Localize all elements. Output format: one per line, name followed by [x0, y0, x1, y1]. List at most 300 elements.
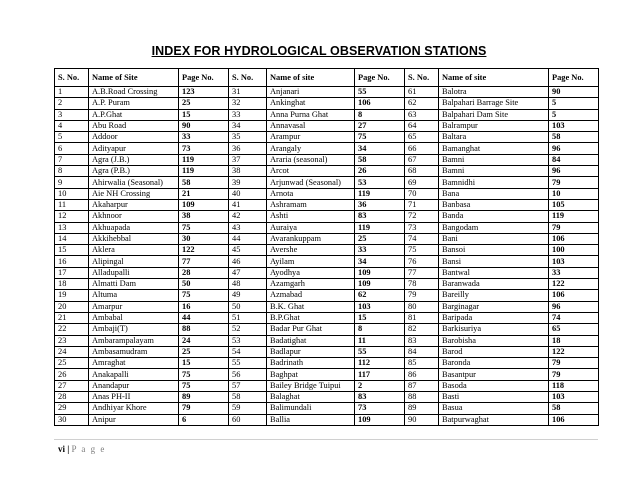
sno-cell: 2 [55, 98, 89, 109]
sno-cell: 11 [55, 199, 89, 210]
sno-cell: 60 [229, 414, 267, 425]
sno-cell: 18 [55, 279, 89, 290]
sno-cell: 76 [405, 256, 439, 267]
sno-cell: 78 [405, 279, 439, 290]
site-name-cell: Batpurwaghat [439, 414, 549, 425]
page-no-cell: 118 [549, 380, 599, 391]
page-no-cell: 25 [179, 346, 229, 357]
sno-cell: 56 [229, 369, 267, 380]
site-name-cell: Balpahari Barrage Site [439, 98, 549, 109]
site-name-cell: Arangaly [267, 143, 355, 154]
page-no-cell: 96 [549, 166, 599, 177]
page-no-cell: 96 [549, 301, 599, 312]
site-name-cell: Akaharpur [89, 199, 179, 210]
site-name-cell: Ashti [267, 211, 355, 222]
page-no-cell: 77 [179, 256, 229, 267]
header-page-3: Page No. [549, 69, 599, 87]
sno-cell: 7 [55, 154, 89, 165]
site-name-cell: Agra (J.B.) [89, 154, 179, 165]
sno-cell: 6 [55, 143, 89, 154]
table-row [55, 132, 599, 143]
site-name-cell: Bailey Bridge Tuipui [267, 380, 355, 391]
sno-cell: 20 [55, 301, 89, 312]
footer-separator: | [67, 444, 70, 454]
site-name-cell: Baripada [439, 312, 549, 323]
page-no-cell: 106 [355, 98, 405, 109]
sno-cell: 45 [229, 245, 267, 256]
site-name-cell: Arcot [267, 166, 355, 177]
site-name-cell: Arampur [267, 132, 355, 143]
page-no-cell: 73 [179, 143, 229, 154]
page-no-cell: 75 [179, 380, 229, 391]
footer-divider [54, 439, 598, 440]
page-no-cell: 25 [179, 98, 229, 109]
site-name-cell: Baltara [439, 132, 549, 143]
sno-cell: 85 [405, 358, 439, 369]
page-no-cell: 119 [549, 211, 599, 222]
site-name-cell: Anipur [89, 414, 179, 425]
table-row [55, 335, 599, 346]
page-no-cell: 90 [179, 120, 229, 131]
site-name-cell: Balimundali [267, 403, 355, 414]
site-name-cell: Azmabad [267, 290, 355, 301]
sno-cell: 40 [229, 188, 267, 199]
sno-cell: 67 [405, 154, 439, 165]
page-no-cell: 27 [355, 120, 405, 131]
page-no-cell: 90 [549, 87, 599, 98]
table-row [55, 324, 599, 335]
page-no-cell: 75 [179, 222, 229, 233]
sno-cell: 68 [405, 166, 439, 177]
sno-cell: 65 [405, 132, 439, 143]
page-no-cell: 53 [355, 177, 405, 188]
page-no-cell: 65 [549, 324, 599, 335]
page-title: INDEX FOR HYDROLOGICAL OBSERVATION STATIONS [151, 44, 487, 58]
sno-cell: 14 [55, 233, 89, 244]
sno-cell: 29 [55, 403, 89, 414]
page-no-cell: 109 [355, 279, 405, 290]
sno-cell: 86 [405, 369, 439, 380]
site-name-cell: Bana [439, 188, 549, 199]
site-name-cell: Basua [439, 403, 549, 414]
page-no-cell: 122 [179, 245, 229, 256]
page-no-cell: 50 [179, 279, 229, 290]
site-name-cell: Bamanghat [439, 143, 549, 154]
page-no-cell: 62 [355, 290, 405, 301]
page-no-cell: 33 [355, 245, 405, 256]
page-no-cell: 79 [549, 358, 599, 369]
table-row [55, 358, 599, 369]
site-name-cell: Basti [439, 392, 549, 403]
sno-cell: 42 [229, 211, 267, 222]
table-row [55, 279, 599, 290]
page-no-cell: 103 [549, 120, 599, 131]
table-row [55, 369, 599, 380]
table-row [55, 256, 599, 267]
header-sno-2: S. No. [229, 69, 267, 87]
page-no-cell: 123 [179, 87, 229, 98]
sno-cell: 71 [405, 199, 439, 210]
table-row [55, 154, 599, 165]
site-name-cell: Azamgarh [267, 279, 355, 290]
table-row [55, 233, 599, 244]
sno-cell: 83 [405, 335, 439, 346]
site-name-cell: A.P.Ghat [89, 109, 179, 120]
site-name-cell: Ambaji(T) [89, 324, 179, 335]
page-no-cell: 6 [179, 414, 229, 425]
site-name-cell: Ballia [267, 414, 355, 425]
sno-cell: 57 [229, 380, 267, 391]
page-no-cell: 119 [179, 166, 229, 177]
site-name-cell: Amraghat [89, 358, 179, 369]
page-number: vi [58, 444, 66, 454]
site-name-cell: Almatti Dam [89, 279, 179, 290]
sno-cell: 49 [229, 290, 267, 301]
site-name-cell: A.P. Puram [89, 98, 179, 109]
sno-cell: 10 [55, 188, 89, 199]
page-no-cell: 109 [179, 199, 229, 210]
site-name-cell: Badrinath [267, 358, 355, 369]
page-no-cell: 119 [355, 222, 405, 233]
site-name-cell: Alladupalli [89, 267, 179, 278]
site-name-cell: Baranwada [439, 279, 549, 290]
site-name-cell: Altuma [89, 290, 179, 301]
sno-cell: 84 [405, 346, 439, 357]
site-name-cell: Balotra [439, 87, 549, 98]
sno-cell: 24 [55, 346, 89, 357]
page-no-cell: 5 [549, 98, 599, 109]
site-name-cell: Barginagar [439, 301, 549, 312]
sno-cell: 22 [55, 324, 89, 335]
site-name-cell: Barobisha [439, 335, 549, 346]
page-no-cell: 109 [355, 267, 405, 278]
sno-cell: 50 [229, 301, 267, 312]
sno-cell: 4 [55, 120, 89, 131]
page-no-cell: 106 [549, 233, 599, 244]
site-name-cell: Adityapur [89, 143, 179, 154]
page-no-cell: 34 [355, 143, 405, 154]
site-name-cell: Basoda [439, 380, 549, 391]
page-no-cell: 55 [355, 346, 405, 357]
table-row [55, 414, 599, 425]
site-name-cell: Badar Pur Ghat [267, 324, 355, 335]
sno-cell: 26 [55, 369, 89, 380]
sno-cell: 31 [229, 87, 267, 98]
site-name-cell: Aie NH Crossing [89, 188, 179, 199]
sno-cell: 81 [405, 312, 439, 323]
sno-cell: 38 [229, 166, 267, 177]
page-no-cell: 74 [549, 312, 599, 323]
table-row [55, 188, 599, 199]
page-no-cell: 5 [549, 109, 599, 120]
page-no-cell: 15 [179, 358, 229, 369]
sno-cell: 62 [405, 98, 439, 109]
site-name-cell: Bani [439, 233, 549, 244]
sno-cell: 1 [55, 87, 89, 98]
site-name-cell: Baronda [439, 358, 549, 369]
sno-cell: 75 [405, 245, 439, 256]
page-no-cell: 15 [179, 109, 229, 120]
sno-cell: 30 [55, 414, 89, 425]
page-no-cell: 8 [355, 109, 405, 120]
sno-cell: 15 [55, 245, 89, 256]
stations-index-table [54, 68, 599, 426]
page-no-cell: 79 [549, 222, 599, 233]
table-row [55, 199, 599, 210]
table-header [55, 69, 599, 87]
sno-cell: 58 [229, 392, 267, 403]
site-name-cell: Bangodam [439, 222, 549, 233]
site-name-cell: Anjanari [267, 87, 355, 98]
table-body [55, 87, 599, 426]
table-row [55, 177, 599, 188]
sno-cell: 3 [55, 109, 89, 120]
site-name-cell: Amarpur [89, 301, 179, 312]
page-no-cell: 33 [549, 267, 599, 278]
site-name-cell: Akhnoor [89, 211, 179, 222]
sno-cell: 37 [229, 154, 267, 165]
page-no-cell: 119 [355, 188, 405, 199]
table-row [55, 267, 599, 278]
page-no-cell: 36 [355, 199, 405, 210]
sno-cell: 63 [405, 109, 439, 120]
site-name-cell: B.P.Ghat [267, 312, 355, 323]
site-name-cell: Araria (seasonal) [267, 154, 355, 165]
page-no-cell: 24 [179, 335, 229, 346]
page-no-cell: 106 [549, 414, 599, 425]
table-row [55, 109, 599, 120]
sno-cell: 74 [405, 233, 439, 244]
site-name-cell: Alipingal [89, 256, 179, 267]
table-row [55, 346, 599, 357]
site-name-cell: Anakapalli [89, 369, 179, 380]
sno-cell: 33 [229, 109, 267, 120]
site-name-cell: Bansi [439, 256, 549, 267]
site-name-cell: Arnota [267, 188, 355, 199]
site-name-cell: Ambabal [89, 312, 179, 323]
page-no-cell: 79 [179, 403, 229, 414]
sno-cell: 9 [55, 177, 89, 188]
page-no-cell: 28 [179, 267, 229, 278]
sno-cell: 73 [405, 222, 439, 233]
site-name-cell: Ahirwalia (Seasonal) [89, 177, 179, 188]
page-no-cell: 73 [355, 403, 405, 414]
sno-cell: 41 [229, 199, 267, 210]
page-no-cell: 88 [179, 324, 229, 335]
site-name-cell: Ambasamudram [89, 346, 179, 357]
sno-cell: 8 [55, 166, 89, 177]
sno-cell: 43 [229, 222, 267, 233]
sno-cell: 23 [55, 335, 89, 346]
page-no-cell: 96 [549, 143, 599, 154]
site-name-cell: Ashramam [267, 199, 355, 210]
table-row [55, 245, 599, 256]
sno-cell: 39 [229, 177, 267, 188]
site-name-cell: Annavasal [267, 120, 355, 131]
sno-cell: 64 [405, 120, 439, 131]
site-name-cell: Bareilly [439, 290, 549, 301]
page-no-cell: 2 [355, 380, 405, 391]
page-label: P a g e [71, 444, 106, 454]
site-name-cell: Barkisuriya [439, 324, 549, 335]
sno-cell: 66 [405, 143, 439, 154]
site-name-cell: A.B.Road Crossing [89, 87, 179, 98]
sno-cell: 5 [55, 132, 89, 143]
page-no-cell: 16 [179, 301, 229, 312]
header-name-2: Name of site [267, 69, 355, 87]
sno-cell: 59 [229, 403, 267, 414]
site-name-cell: Bansoi [439, 245, 549, 256]
sno-cell: 70 [405, 188, 439, 199]
site-name-cell: Banbasa [439, 199, 549, 210]
sno-cell: 88 [405, 392, 439, 403]
sno-cell: 69 [405, 177, 439, 188]
page-no-cell: 75 [355, 132, 405, 143]
site-name-cell: Akhuapada [89, 222, 179, 233]
sno-cell: 61 [405, 87, 439, 98]
site-name-cell: Anna Purna Ghat [267, 109, 355, 120]
header-page-2: Page No. [355, 69, 405, 87]
site-name-cell: Bantwal [439, 267, 549, 278]
header-name-1: Name of Site [89, 69, 179, 87]
header-sno-1: S. No. [55, 69, 89, 87]
site-name-cell: Badatighat [267, 335, 355, 346]
page-no-cell: 112 [355, 358, 405, 369]
page-no-cell: 25 [355, 233, 405, 244]
table-row [55, 98, 599, 109]
site-name-cell: Bamnidhi [439, 177, 549, 188]
sno-cell: 82 [405, 324, 439, 335]
site-name-cell: Arjunwad (Seasonal) [267, 177, 355, 188]
header-sno-3: S. No. [405, 69, 439, 87]
page-no-cell: 38 [179, 211, 229, 222]
site-name-cell: Abu Road [89, 120, 179, 131]
site-name-cell: Anas PH-II [89, 392, 179, 403]
site-name-cell: Ayilam [267, 256, 355, 267]
sno-cell: 32 [229, 98, 267, 109]
page-no-cell: 117 [355, 369, 405, 380]
site-name-cell: Andhiyar Khore [89, 403, 179, 414]
sno-cell: 21 [55, 312, 89, 323]
header-page-1: Page No. [179, 69, 229, 87]
sno-cell: 35 [229, 132, 267, 143]
site-name-cell: Basantpur [439, 369, 549, 380]
page-no-cell: 75 [179, 369, 229, 380]
table-row [55, 312, 599, 323]
site-name-cell: Auraiya [267, 222, 355, 233]
page-no-cell: 103 [549, 256, 599, 267]
sno-cell: 25 [55, 358, 89, 369]
page-no-cell: 18 [549, 335, 599, 346]
site-name-cell: Aklera [89, 245, 179, 256]
sno-cell: 46 [229, 256, 267, 267]
page-no-cell: 79 [549, 369, 599, 380]
page-no-cell: 103 [549, 392, 599, 403]
sno-cell: 19 [55, 290, 89, 301]
site-name-cell: Anandapur [89, 380, 179, 391]
header-name-3: Name of site [439, 69, 549, 87]
site-name-cell: Balrampur [439, 120, 549, 131]
sno-cell: 27 [55, 380, 89, 391]
table-row [55, 143, 599, 154]
sno-cell: 34 [229, 120, 267, 131]
sno-cell: 89 [405, 403, 439, 414]
table-row [55, 301, 599, 312]
sno-cell: 28 [55, 392, 89, 403]
site-name-cell: Ayodhya [267, 267, 355, 278]
site-name-cell: Avarankuppam [267, 233, 355, 244]
site-name-cell: Addoor [89, 132, 179, 143]
table-row [55, 87, 599, 98]
page-no-cell: 83 [355, 392, 405, 403]
sno-cell: 13 [55, 222, 89, 233]
sno-cell: 47 [229, 267, 267, 278]
page-footer [58, 444, 106, 454]
table-row [55, 120, 599, 131]
site-name-cell: Bamni [439, 154, 549, 165]
page-no-cell: 44 [179, 312, 229, 323]
page-no-cell: 122 [549, 346, 599, 357]
page-no-cell: 119 [179, 154, 229, 165]
page-no-cell: 79 [549, 177, 599, 188]
table-row [55, 392, 599, 403]
table-row [55, 380, 599, 391]
sno-cell: 48 [229, 279, 267, 290]
site-name-cell: Bamni [439, 166, 549, 177]
page-no-cell: 58 [355, 154, 405, 165]
sno-cell: 17 [55, 267, 89, 278]
page-no-cell: 58 [549, 132, 599, 143]
page-no-cell: 8 [355, 324, 405, 335]
sno-cell: 36 [229, 143, 267, 154]
sno-cell: 54 [229, 346, 267, 357]
sno-cell: 53 [229, 335, 267, 346]
sno-cell: 77 [405, 267, 439, 278]
table-row [55, 166, 599, 177]
sno-cell: 90 [405, 414, 439, 425]
page-no-cell: 15 [355, 312, 405, 323]
page-no-cell: 100 [549, 245, 599, 256]
sno-cell: 80 [405, 301, 439, 312]
page-no-cell: 84 [549, 154, 599, 165]
page-no-cell: 34 [355, 256, 405, 267]
page-no-cell: 106 [549, 290, 599, 301]
site-name-cell: Ambarampalayam [89, 335, 179, 346]
sno-cell: 79 [405, 290, 439, 301]
page-no-cell: 83 [355, 211, 405, 222]
page-no-cell: 58 [549, 403, 599, 414]
page-no-cell: 109 [355, 414, 405, 425]
sno-cell: 16 [55, 256, 89, 267]
site-name-cell: Akkihebbal [89, 233, 179, 244]
site-name-cell: Banda [439, 211, 549, 222]
site-name-cell: Barod [439, 346, 549, 357]
page-no-cell: 10 [549, 188, 599, 199]
site-name-cell: Badlapur [267, 346, 355, 357]
site-name-cell: Balpahari Dam Site [439, 109, 549, 120]
sno-cell: 87 [405, 380, 439, 391]
site-name-cell: B.K. Ghat [267, 301, 355, 312]
sno-cell: 44 [229, 233, 267, 244]
page-no-cell: 11 [355, 335, 405, 346]
sno-cell: 52 [229, 324, 267, 335]
table-row [55, 222, 599, 233]
sno-cell: 12 [55, 211, 89, 222]
page-no-cell: 75 [179, 290, 229, 301]
sno-cell: 55 [229, 358, 267, 369]
page-no-cell: 21 [179, 188, 229, 199]
page-no-cell: 89 [179, 392, 229, 403]
